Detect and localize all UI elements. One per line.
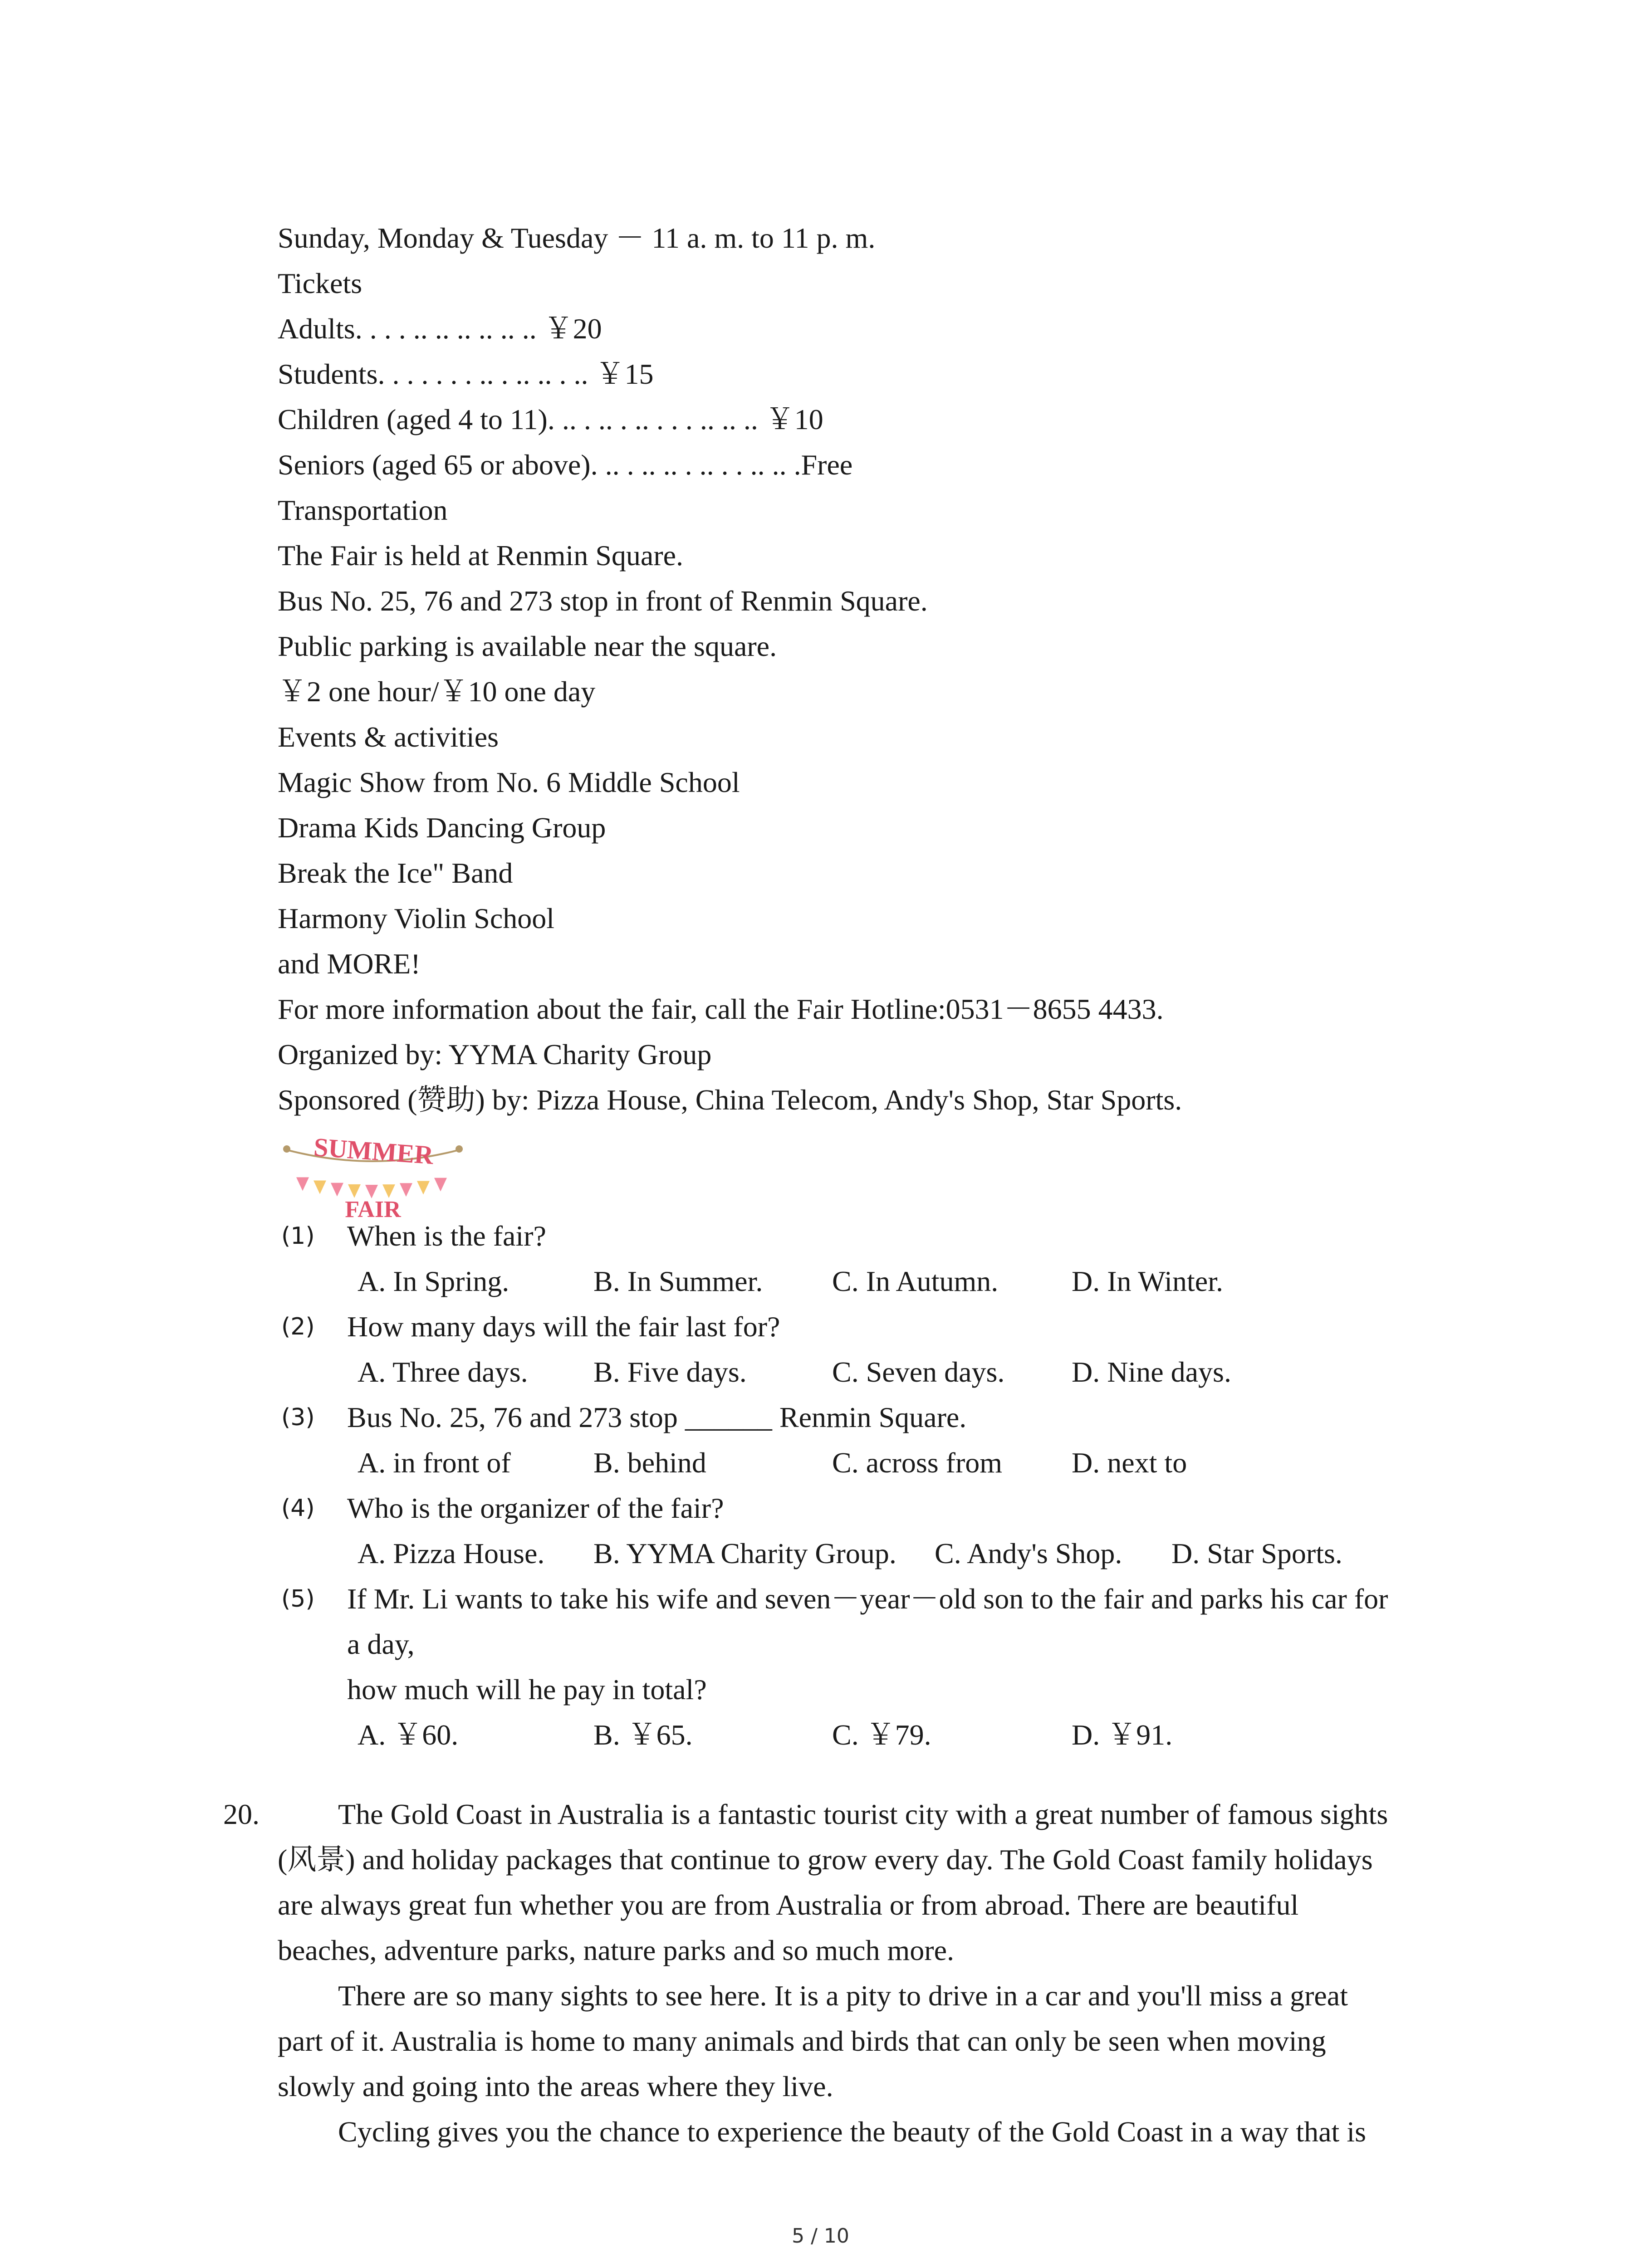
transport-parking-fee: ￥2 one hour/￥10 one day [278, 675, 596, 708]
passage-line: The Gold Coast in Australia is a fantastic tourist city with a great number of famous sights [338, 1798, 1388, 1830]
option-d: D. Star Sports. [1171, 1537, 1342, 1569]
option-a: A. Three days. [358, 1356, 528, 1388]
transport-heading: Transportation [278, 494, 448, 526]
option-d: D. next to [1072, 1447, 1187, 1479]
option-c: C. Andy's Shop. [935, 1537, 1122, 1569]
option-b: B. In Summer. [593, 1265, 763, 1297]
option-d: D. In Winter. [1072, 1265, 1223, 1297]
question-stem-line: a day, [347, 1628, 415, 1660]
bunting-flag [348, 1184, 361, 1198]
question-stem: When is the fair? [347, 1220, 546, 1252]
event-item: Drama Kids Dancing Group [278, 811, 606, 844]
ticket-children: Children (aged 4 to 11). .. . .. . .. . . . .. .. .. ￥10 [278, 403, 823, 435]
bunting-flag [331, 1183, 343, 1197]
option-d: D. ￥91. [1072, 1719, 1173, 1751]
page-number: 5 / 10 [792, 2224, 849, 2248]
events-heading: Events & activities [278, 721, 499, 753]
option-b: B. YYMA Charity Group. [593, 1537, 896, 1569]
question-number: (3) [281, 1404, 315, 1431]
ticket-students: Students. . . . . . . .. . .. .. . .. ￥15 [278, 358, 654, 390]
bunting-flag [417, 1181, 430, 1194]
option-b: B. ￥65. [593, 1719, 693, 1751]
event-item: and MORE! [278, 948, 421, 980]
option-a: A. in front of [358, 1447, 511, 1479]
passage-line: (风景) and holiday packages that continue to grow every day. The Gold Coast family holidays [278, 1843, 1373, 1876]
sponsor-line: Sponsored (赞助) by: Pizza House, China Telecom, Andy's Shop, Star Sports. [278, 1084, 1182, 1116]
logo-fair-text: FAIR [345, 1197, 401, 1222]
question-number: (1) [281, 1222, 315, 1250]
question-stem: Bus No. 25, 76 and 273 stop ______ Renmin Square. [347, 1401, 967, 1433]
bunting-flag [434, 1178, 447, 1192]
bunting-flag [314, 1181, 326, 1194]
option-b: B. Five days. [593, 1356, 747, 1388]
hours-line: Sunday, Monday & Tuesday － 11 a. m. to 11 p. m. [278, 222, 876, 254]
passage-line: beaches, adventure parks, nature parks and so much more. [278, 1934, 954, 1966]
transport-bus: Bus No. 25, 76 and 273 stop in front of Renmin Square. [278, 585, 928, 617]
question-stem-line: how much will he pay in total? [347, 1673, 707, 1706]
passage-number: 20. [223, 1798, 260, 1830]
question-stem-line: If Mr. Li wants to take his wife and seven－year－old son to the fair and parks his car for [347, 1583, 1388, 1615]
question-number: (5) [281, 1585, 315, 1613]
option-c: C. Seven days. [832, 1356, 1005, 1388]
option-a: A. Pizza House. [358, 1537, 545, 1569]
option-c: C. across from [832, 1447, 1003, 1479]
option-c: C. In Autumn. [832, 1265, 999, 1297]
event-item: Harmony Violin School [278, 902, 555, 934]
summer-fair-logo [278, 1132, 468, 1222]
passage-line: are always great fun whether you are from Australia or from abroad. There are beautiful [278, 1889, 1299, 1921]
bunting-flag [400, 1183, 412, 1197]
option-c: C. ￥79. [832, 1719, 931, 1751]
question-stem: How many days will the fair last for? [347, 1310, 780, 1343]
question-number: (2) [281, 1313, 315, 1340]
passage-line: slowly and going into the areas where they live. [278, 2070, 833, 2102]
bunting-flag [382, 1184, 395, 1198]
question-stem: Who is the organizer of the fair? [347, 1492, 724, 1524]
tickets-heading: Tickets [278, 267, 362, 299]
passage-line: Cycling gives you the chance to experience the beauty of the Gold Coast in a way that is [338, 2116, 1366, 2148]
option-a: A. ￥60. [358, 1719, 459, 1751]
ticket-seniors: Seniors (aged 65 or above). .. . .. .. . .. . . .. .. .Free [278, 449, 853, 481]
passage-line: There are so many sights to see here. It is a pity to drive in a car and you'll miss a great [338, 1980, 1348, 2012]
option-b: B. behind [593, 1447, 706, 1479]
transport-location: The Fair is held at Renmin Square. [278, 539, 684, 572]
organizer-line: Organized by: YYMA Charity Group [278, 1038, 712, 1070]
event-item: Break the Ice" Band [278, 857, 513, 889]
option-a: A. In Spring. [358, 1265, 509, 1297]
hotline-line: For more information about the fair, call the Fair Hotline:0531－8655 4433. [278, 993, 1164, 1025]
logo-summer-text: SUMMER [313, 1132, 435, 1170]
bunting-flag [296, 1177, 309, 1191]
passage-line: part of it. Australia is home to many animals and birds that can only be seen when moving [278, 2025, 1326, 2057]
ticket-adults: Adults. . . . .. .. .. .. .. .. ￥20 [278, 313, 602, 345]
question-number: (4) [281, 1495, 315, 1522]
event-item: Magic Show from No. 6 Middle School [278, 766, 740, 798]
option-d: D. Nine days. [1072, 1356, 1231, 1388]
transport-parking: Public parking is available near the square. [278, 630, 777, 662]
